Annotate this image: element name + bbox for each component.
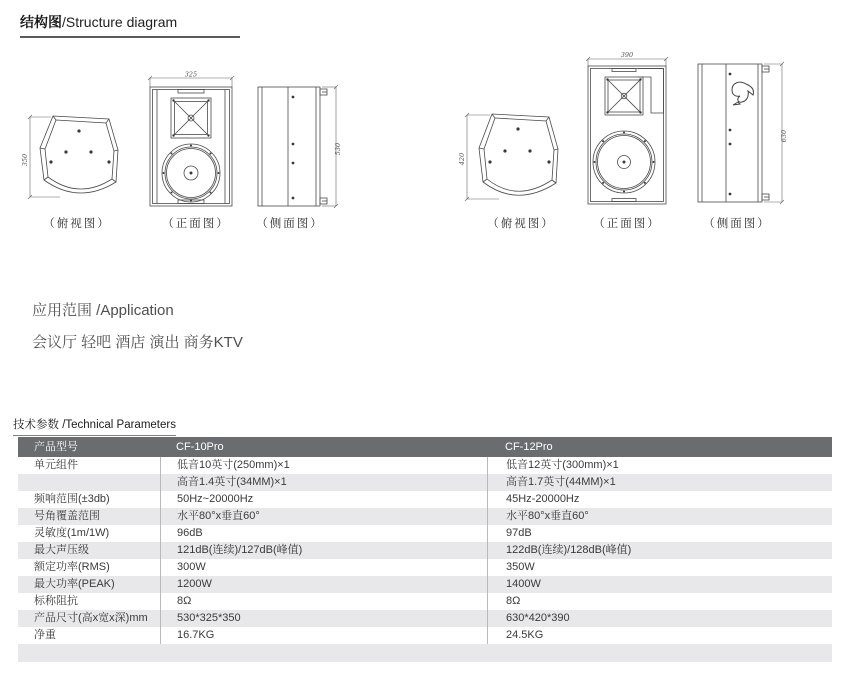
spec-model2-cell: 高音1.7英寸(44MM)×1 bbox=[487, 474, 832, 491]
cf10pro-front-view-drawing bbox=[138, 70, 240, 214]
spec-model2-cell: 水平80°x垂直60° bbox=[487, 508, 832, 525]
spec-model2-cell: 1400W bbox=[487, 576, 832, 593]
header-model1-label: CF-10Pro bbox=[176, 441, 224, 453]
bird-logo-icon bbox=[732, 82, 754, 105]
spec-row bbox=[18, 576, 832, 593]
cf12pro-width-dim: 390 bbox=[620, 51, 634, 59]
spec-row bbox=[18, 491, 832, 508]
header-param-label: 产品型号 bbox=[34, 441, 78, 453]
spec-model1-cell: 低音10英寸(250mm)×1 bbox=[160, 457, 487, 474]
cf10pro-top-view-drawing bbox=[20, 106, 124, 208]
spec-model1-cell: 121dB(连续)/127dB(峰值) bbox=[160, 542, 487, 559]
spec-model2-cell: 低音12英寸(300mm)×1 bbox=[487, 457, 832, 474]
spec-row bbox=[18, 474, 832, 491]
spec-row bbox=[18, 593, 832, 610]
spec-model1-cell: 高音1.4英寸(34MM)×1 bbox=[160, 474, 487, 491]
spec-model2-cell: 8Ω bbox=[487, 593, 832, 610]
spec-model1-cell: 16.7KG bbox=[160, 627, 487, 644]
header-model2-label: CF-12Pro bbox=[505, 441, 553, 453]
spec-model1-cell: 水平80°x垂直60° bbox=[160, 508, 487, 525]
specs-table-header-row bbox=[18, 437, 832, 457]
depth-dimension-line bbox=[465, 113, 499, 201]
spec-param-cell: 额定功率(RMS) bbox=[34, 561, 110, 573]
cf12pro-side-view-label: （侧面图） bbox=[703, 218, 771, 230]
specs-table-body bbox=[18, 457, 832, 662]
spec-row bbox=[18, 627, 832, 644]
spec-model1-cell: 530*325*350 bbox=[160, 610, 487, 627]
spec-model2-cell: 24.5KG bbox=[487, 627, 832, 644]
spec-param-cell: 产品尺寸(高x宽x深)mm bbox=[34, 612, 148, 624]
spec-model2-cell: 122dB(连续)/128dB(峰值) bbox=[487, 542, 832, 559]
cf12pro-height-dim: 630 bbox=[780, 129, 788, 143]
spec-row bbox=[18, 457, 832, 474]
cf12pro-front-view-label: （正面图） bbox=[593, 218, 661, 230]
structure-title-zh: 结构图 bbox=[20, 14, 62, 30]
spec-param-cell: 单元组件 bbox=[34, 459, 78, 471]
spec-param-cell: 标称阻抗 bbox=[34, 595, 78, 607]
spec-model1-cell bbox=[160, 644, 487, 662]
spec-model2-cell: 45Hz-20000Hz bbox=[487, 491, 832, 508]
spec-param-cell: 最大功率(PEAK) bbox=[34, 578, 115, 590]
spec-row bbox=[18, 525, 832, 542]
application-title: 应用范围 /Application bbox=[32, 302, 174, 319]
spec-param-cell: 号角覆盖范围 bbox=[34, 510, 100, 522]
cf10pro-height-dim: 530 bbox=[334, 142, 342, 156]
spec-model2-cell bbox=[487, 644, 832, 662]
spec-param-cell: 最大声压级 bbox=[34, 544, 89, 556]
cf12pro-depth-dim: 420 bbox=[458, 152, 466, 166]
cf10pro-front-view-label: （正面图） bbox=[162, 218, 230, 230]
spec-model2-cell: 97dB bbox=[487, 525, 832, 542]
spec-param-cell bbox=[18, 474, 160, 491]
application-text: 会议厅 轻吧 酒店 演出 商务KTV bbox=[32, 334, 243, 351]
spec-row bbox=[18, 644, 832, 662]
spec-param-cell: 频响范围(±3db) bbox=[34, 493, 110, 505]
cf10pro-depth-dim: 350 bbox=[21, 153, 29, 167]
cf12pro-front-view-drawing bbox=[578, 50, 672, 212]
spec-row bbox=[18, 542, 832, 559]
cf12pro-top-view-label: （俯视图） bbox=[487, 218, 555, 230]
cf10pro-side-view-label: （侧面图） bbox=[256, 218, 324, 230]
spec-param-cell: 净重 bbox=[34, 629, 56, 641]
spec-model1-cell: 8Ω bbox=[160, 593, 487, 610]
spec-param-cell: 灵敏度(1m/1W) bbox=[34, 527, 110, 539]
cf10pro-top-view-label: （俯视图） bbox=[43, 218, 111, 230]
specs-table bbox=[18, 437, 832, 662]
cf10pro-side-view-drawing bbox=[248, 70, 344, 214]
spec-model1-cell: 1200W bbox=[160, 576, 487, 593]
spec-model1-cell: 50Hz~20000Hz bbox=[160, 491, 487, 508]
cf12pro-top-view-drawing bbox=[456, 102, 564, 210]
structure-diagram-title bbox=[20, 12, 240, 38]
spec-row bbox=[18, 508, 832, 525]
spec-model1-cell: 300W bbox=[160, 559, 487, 576]
spec-model1-cell: 96dB bbox=[160, 525, 487, 542]
cf12pro-side-view-drawing bbox=[688, 50, 798, 210]
spec-row bbox=[18, 610, 832, 627]
spec-param-cell bbox=[18, 644, 160, 662]
technical-parameters-title: 技术参数 /Technical Parameters bbox=[13, 416, 176, 436]
cf10pro-width-dim: 325 bbox=[184, 70, 198, 79]
spec-model2-cell: 630*420*390 bbox=[487, 610, 832, 627]
structure-title-en: /Structure diagram bbox=[62, 14, 178, 30]
spec-row bbox=[18, 559, 832, 576]
spec-model2-cell: 350W bbox=[487, 559, 832, 576]
